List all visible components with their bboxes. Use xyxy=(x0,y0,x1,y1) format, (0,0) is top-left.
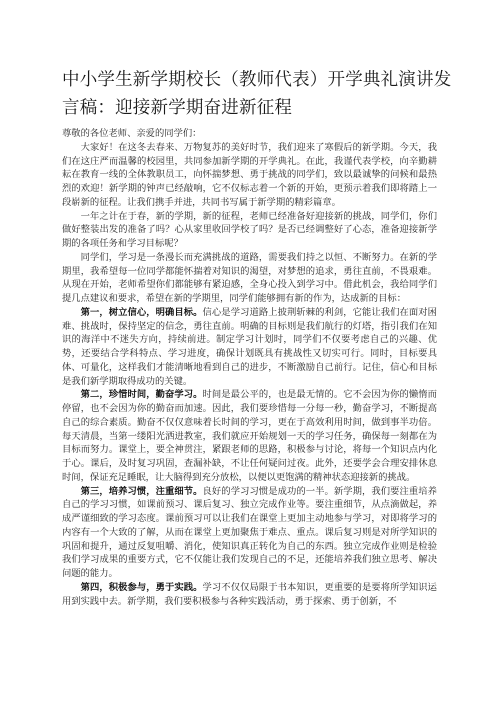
paragraph-text: 信心是学习道路上披荆斩棘的利剑，它能让我们在面对困难、挑战时，保持坚定的信念，勇往直前。明确的目标则是我们航行的灯塔，指引我们在知识的海洋中不迷失方向，持续前进。制定学习计划时，同学们不仅要考虑自己的兴趣、优势，还要结合学科特点、学习进度，确保计划既具有挑战性又切实可行。同时，目标要具体、可量化，这样我们才能清晰地看到自己的进步，不断激励自己前行。记住，信心和目标是我们新学期取得成功的关键。 xyxy=(62,306,437,387)
paragraph-text: 同学们，学习是一条漫长而充满挑战的道路，需要我们持之以恒、不断努力。在新的学期里，我希望每一位同学都能怀揣着对知识的渴望，对梦想的追求，勇往直前，不畏艰难。从现在开始，老师希望你们都能够有紧迫感，全身心投入到学习中。借此机会，我给同学们提几点建议和要求，希望在新的学期里，同学们能够拥有新的作为，达成新的目标： xyxy=(62,251,437,304)
paragraph-point-4 xyxy=(62,581,437,609)
document-title: 中小学生新学期校长（教师代表）开学典礼演讲发言稿：迎接新学期奋进新征程 xyxy=(62,70,452,118)
paragraph-text: 大家好！在这冬去春来、万物复苏的美好时节，我们迎来了寒假后的新学期。今天，我们在这庄严而温馨的校园里，共同参加新学期的开学典礼。在此，我谨代表学校，向辛勤耕耘在教育一线的全体教职员工，向怀揣梦想、勇于挑战的同学们，致以最诚挚的问候和最热烈的欢迎！新学期的钟声已经敲响，它不仅标志着一个新的开始，更预示着我们即将踏上一段崭新的征程。让我们携手并进，共同书写属于新学期的精彩篇章。 xyxy=(62,141,437,208)
paragraph-suggestions-intro xyxy=(62,251,437,306)
paragraph-lead: 第四，积极参与，勇于实践。 xyxy=(80,581,203,593)
paragraph-lead: 第二，珍惜时间，勤奋学习。 xyxy=(80,389,203,401)
paragraph-point-3 xyxy=(62,485,437,581)
paragraph-greeting xyxy=(62,141,437,210)
paragraph-lead: 第一，树立信心，明确目标。 xyxy=(80,306,203,318)
paragraph-point-2 xyxy=(62,388,437,484)
paragraph-text: 良好的学习习惯是成功的一半。新学期，我们要注重培养自己的学习习惯，如课前预习、课后复习、独立完成作业等。要注重细节，从点滴做起，养成严谨细致的学习态度。课前预习可以让我们在课堂上更加主动地参与学习，对即将学习的内容有一个大致的了解，从而在课堂上更加聚焦于难点、重点。课后复习则是对所学知识的巩固和提升，通过反复咀嚼、消化，使知识真正转化为自己的东西。独立完成作业则是检验我们学习成果的重要方式，它不仅能让我们发现自己的不足，还能培养我们独立思考、解决问题的能力。 xyxy=(62,485,437,579)
paragraph-point-1 xyxy=(62,306,437,389)
paragraph-new-term xyxy=(62,210,437,251)
salutation: 尊敬的各位老师、亲爱的同学们： xyxy=(62,128,202,139)
paragraph-lead: 第三，培养习惯，注重细节。 xyxy=(80,485,203,497)
paragraph-text: 一年之计在于春，新的学期，新的征程，老师已经准备好迎接新的挑战，同学们，你们做好整装出发的准备了吗？心从家里收回学校了吗？是否已经调整好了心态，准备迎接新学期的各项任务和学习目标呢？ xyxy=(62,210,437,249)
paragraph-text: 时间是最公平的，也是最无情的。它不会因为你的懒惰而停留，也不会因为你的勤奋而加速。因此，我们要珍惜每一分每一秒，勤奋学习，不断提高自己的综合素质。勤奋不仅仅意味着长时间的学习，更在于高效利用时间，做到事半功倍。每天清晨，当第一缕阳光洒进教室，我们就应开始规划一天的学习任务，确保每一刻都在为目标而努力。课堂上，要全神贯注，紧跟老师的思路，积极参与讨论，将每一个知识点内化于心。课后，及时复习巩固，查漏补缺，不让任何疑问过夜。此外，还要学会合理安排休息时间，保证充足睡眠，让大脑得到充分放松，以便以更饱满的精神状态迎接新的挑战。 xyxy=(62,389,437,483)
paragraph-text: 学习不仅仅局限于书本知识，更重要的是要将所学知识运用到实践中去。新学期，我们要积极参与各种实践活动，勇于探索、勇于创新，不 xyxy=(62,581,437,607)
document-body xyxy=(62,127,437,608)
